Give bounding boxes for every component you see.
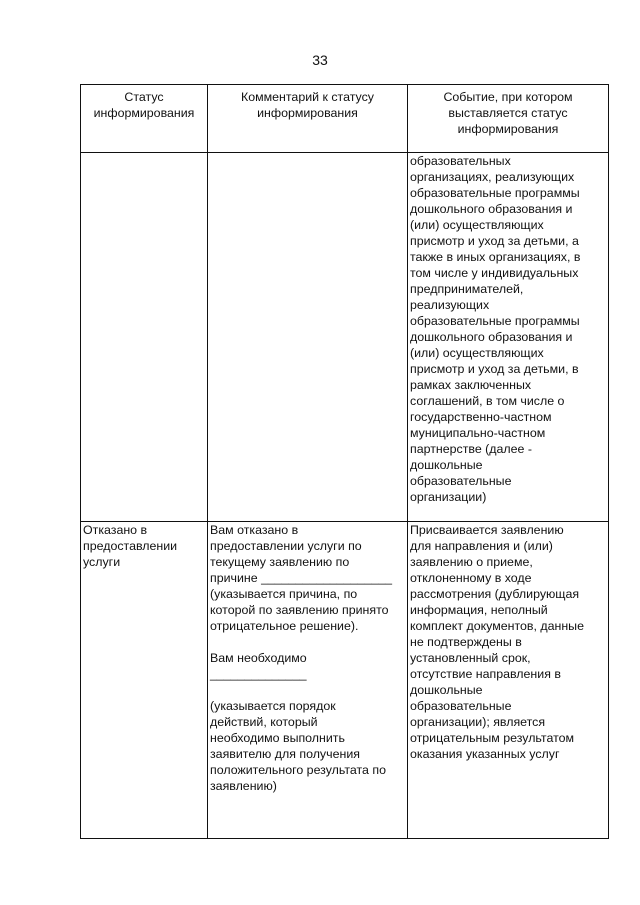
- text-line: необходимо выполнить: [210, 731, 345, 745]
- text-line: предпринимателей,: [410, 282, 524, 296]
- text-line: Комментарий к статусу: [241, 90, 374, 104]
- text-line: соглашений, в том числе о: [410, 394, 565, 408]
- text-line: образовательные: [410, 699, 512, 713]
- text-line: образовательные: [410, 474, 512, 488]
- text-line: (или) осуществляющих: [410, 346, 544, 360]
- text-line: организациях, реализующих: [410, 170, 575, 184]
- text-line: предоставлении услуги по: [210, 539, 362, 553]
- text-line: дошкольные: [410, 683, 483, 697]
- text-line: дошкольного образования и: [410, 330, 573, 344]
- text-line: отрицательным результатом: [410, 731, 575, 745]
- text-line: оказания указанных услуг: [410, 747, 560, 761]
- text-line: Присваивается заявлению: [410, 523, 564, 537]
- continuation-event-cell: [408, 153, 609, 522]
- text-line: рамках заключенных: [410, 378, 532, 392]
- table-row-continuation: [81, 153, 609, 522]
- continuation-comment-cell: [208, 153, 408, 522]
- text-line: партнерстве (далее -: [410, 442, 532, 456]
- text-line: присмотр и уход за детьми, а: [410, 234, 579, 248]
- text-line: текущему заявлению по: [210, 555, 350, 569]
- text-line: организации): [410, 490, 487, 504]
- text-line: дошкольные: [410, 458, 483, 472]
- text-line: (или) осуществляющих: [410, 218, 544, 232]
- text-line: не подтверждены в: [410, 635, 522, 649]
- text-line: информирования: [457, 122, 559, 136]
- status-table: [80, 84, 609, 839]
- text-line: (указывается причина, по: [210, 587, 358, 601]
- text-line: которой по заявлению принято: [210, 603, 389, 617]
- text-line: предоставлении: [83, 539, 178, 553]
- refusal-comment-part-1: [210, 522, 405, 634]
- text-line: рассмотрения (дублирующая: [410, 587, 580, 601]
- header-comment: [208, 85, 408, 153]
- refusal-comment-cell: [208, 522, 408, 839]
- text-line: Отказано в: [83, 523, 148, 537]
- text-line: ______________: [210, 667, 307, 681]
- refusal-comment-part-3: [210, 698, 405, 794]
- text-line: государственно-частном: [410, 410, 552, 424]
- text-line: Статус: [124, 90, 164, 104]
- text-line: комплект документов, данные: [410, 619, 584, 633]
- text-line: также в иных организациях, в: [410, 250, 581, 264]
- page-number: 33: [312, 52, 328, 68]
- text-line: образовательные программы: [410, 314, 580, 328]
- text-line: причине ___________________: [210, 571, 393, 585]
- text-line: (указывается порядок: [210, 699, 336, 713]
- text-line: дошкольного образования и: [410, 202, 573, 216]
- refusal-comment-part-2: [210, 650, 405, 682]
- header-status: [81, 85, 208, 153]
- text-line: положительного результата по: [210, 763, 386, 777]
- text-line: реализующих: [410, 298, 490, 312]
- text-line: Вам отказано в: [210, 523, 299, 537]
- table-header-row: [81, 85, 609, 153]
- text-line: образовательных: [410, 154, 511, 168]
- text-line: муниципально-частном: [410, 426, 546, 440]
- text-line: образовательные программы: [410, 186, 580, 200]
- text-line: отклоненному в ходе: [410, 571, 532, 585]
- text-line: заявлению о приеме,: [410, 555, 533, 569]
- text-line: Вам необходимо: [210, 651, 307, 665]
- text-line: отрицательное решение).: [210, 619, 359, 633]
- text-line: заявителю для получения: [210, 747, 360, 761]
- text-line: установленный срок,: [410, 651, 531, 665]
- text-line: услуги: [83, 555, 121, 569]
- text-line: выставляется статус: [448, 106, 568, 120]
- text-line: для направления и (или): [410, 539, 553, 553]
- text-line: Событие, при котором: [443, 90, 573, 104]
- text-line: информация, неполный: [410, 603, 548, 617]
- text-line: организации); является: [410, 715, 546, 729]
- continuation-status-cell: [81, 153, 208, 522]
- text-line: отсутствие направления в: [410, 667, 561, 681]
- text-line: информирования: [257, 106, 358, 120]
- refusal-event-cell: [408, 522, 609, 839]
- text-line: информирования: [93, 106, 195, 120]
- header-event: [408, 85, 609, 153]
- text-line: том числе у индивидуальных: [410, 266, 579, 280]
- table-row-refusal: [81, 522, 609, 839]
- text-line: присмотр и уход за детьми, в: [410, 362, 579, 376]
- text-line: заявлению): [210, 779, 277, 793]
- refusal-status-cell: [81, 522, 208, 839]
- text-line: действий, который: [210, 715, 318, 729]
